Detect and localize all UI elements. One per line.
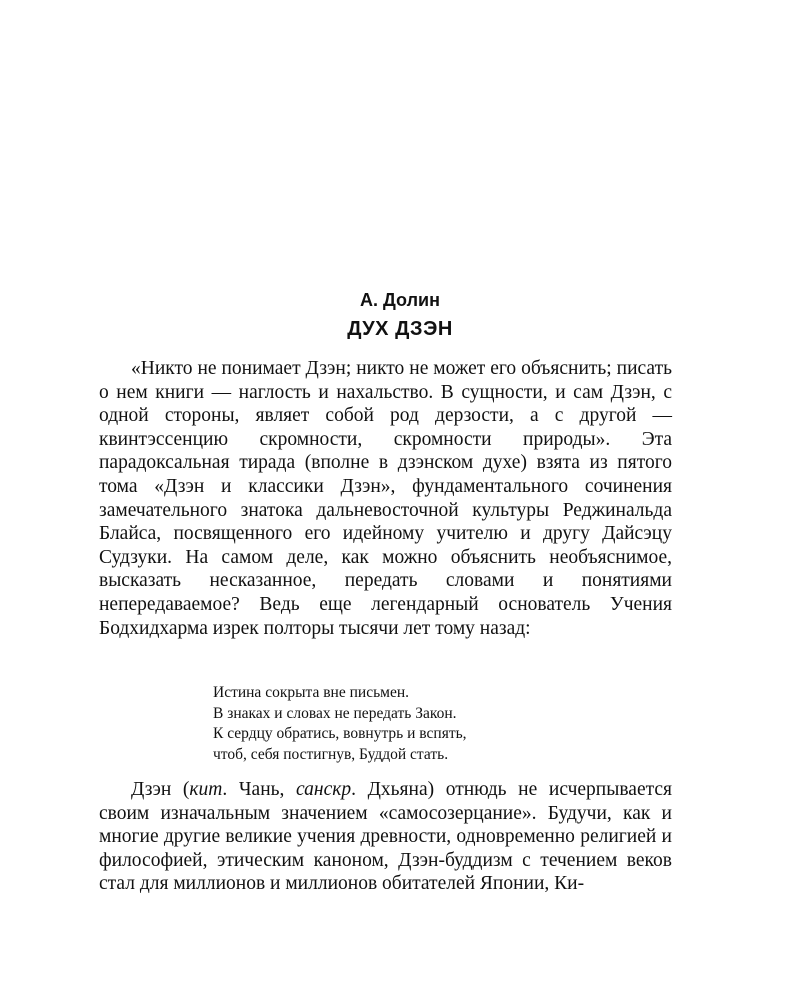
- paragraph-text-part: Дзэн (: [131, 779, 190, 800]
- author-name: А. Долин: [360, 290, 440, 310]
- paragraph-text-part: . Чань,: [222, 779, 297, 800]
- paragraph-intro-text: «Никто не понимает Дзэн; никто не может его объяснить; писать о нем книги — наглость и нахальство. В сущности, и сам Дзэн, с одной стороны, являет собой род дерзости, а с другой — квинтэссенцию скромности, скромности природы». Эта парадоксальная тирада (вполне в дзэнском духе) взята из пятого тома «Дзэн и классики Дзэн», фундаментального сочинения замечательного знатока дальневосточной культуры Реджинальда Блайса, посвященного его идейному учителю и другу Дайсэцу Судзуки. На самом деле, как можно объяснить необъяснимое, высказать несказанное, передать словами и понятиями непередаваемое? Ведь еще легендарный основатель Учения Бодхидхарма изрек полторы тысячи лет тому назад:: [99, 358, 672, 639]
- poem-line: чтоб, себя постигнув, Буддой стать.: [213, 745, 449, 763]
- paragraph-zen-definition: [99, 778, 672, 896]
- italic-abbreviation: санскр: [296, 779, 352, 800]
- poem-line: К сердцу обратись, вовнутрь и вспять,: [213, 725, 467, 742]
- paragraph-text-part: . Дхьяна) отнюдь не исчерпывается своим изначальным значением «самосозерцание». Будучи, как и многие другие великие учения древности, одновременно религией и философией, этическим каноном, Дзэн-буддизм с течением веков стал для миллионов и миллионов обитателей Японии, Ки-: [99, 779, 672, 895]
- italic-abbreviation: кит: [189, 779, 223, 800]
- poem-line: В знаках и словах не передать Закон.: [213, 704, 457, 722]
- poem-line: Истина сокрыта вне письмен.: [213, 684, 409, 701]
- paragraph-intro: [99, 357, 672, 640]
- chapter-title: ДУХ ДЗЭН: [347, 318, 453, 340]
- poem-quote: [213, 683, 633, 765]
